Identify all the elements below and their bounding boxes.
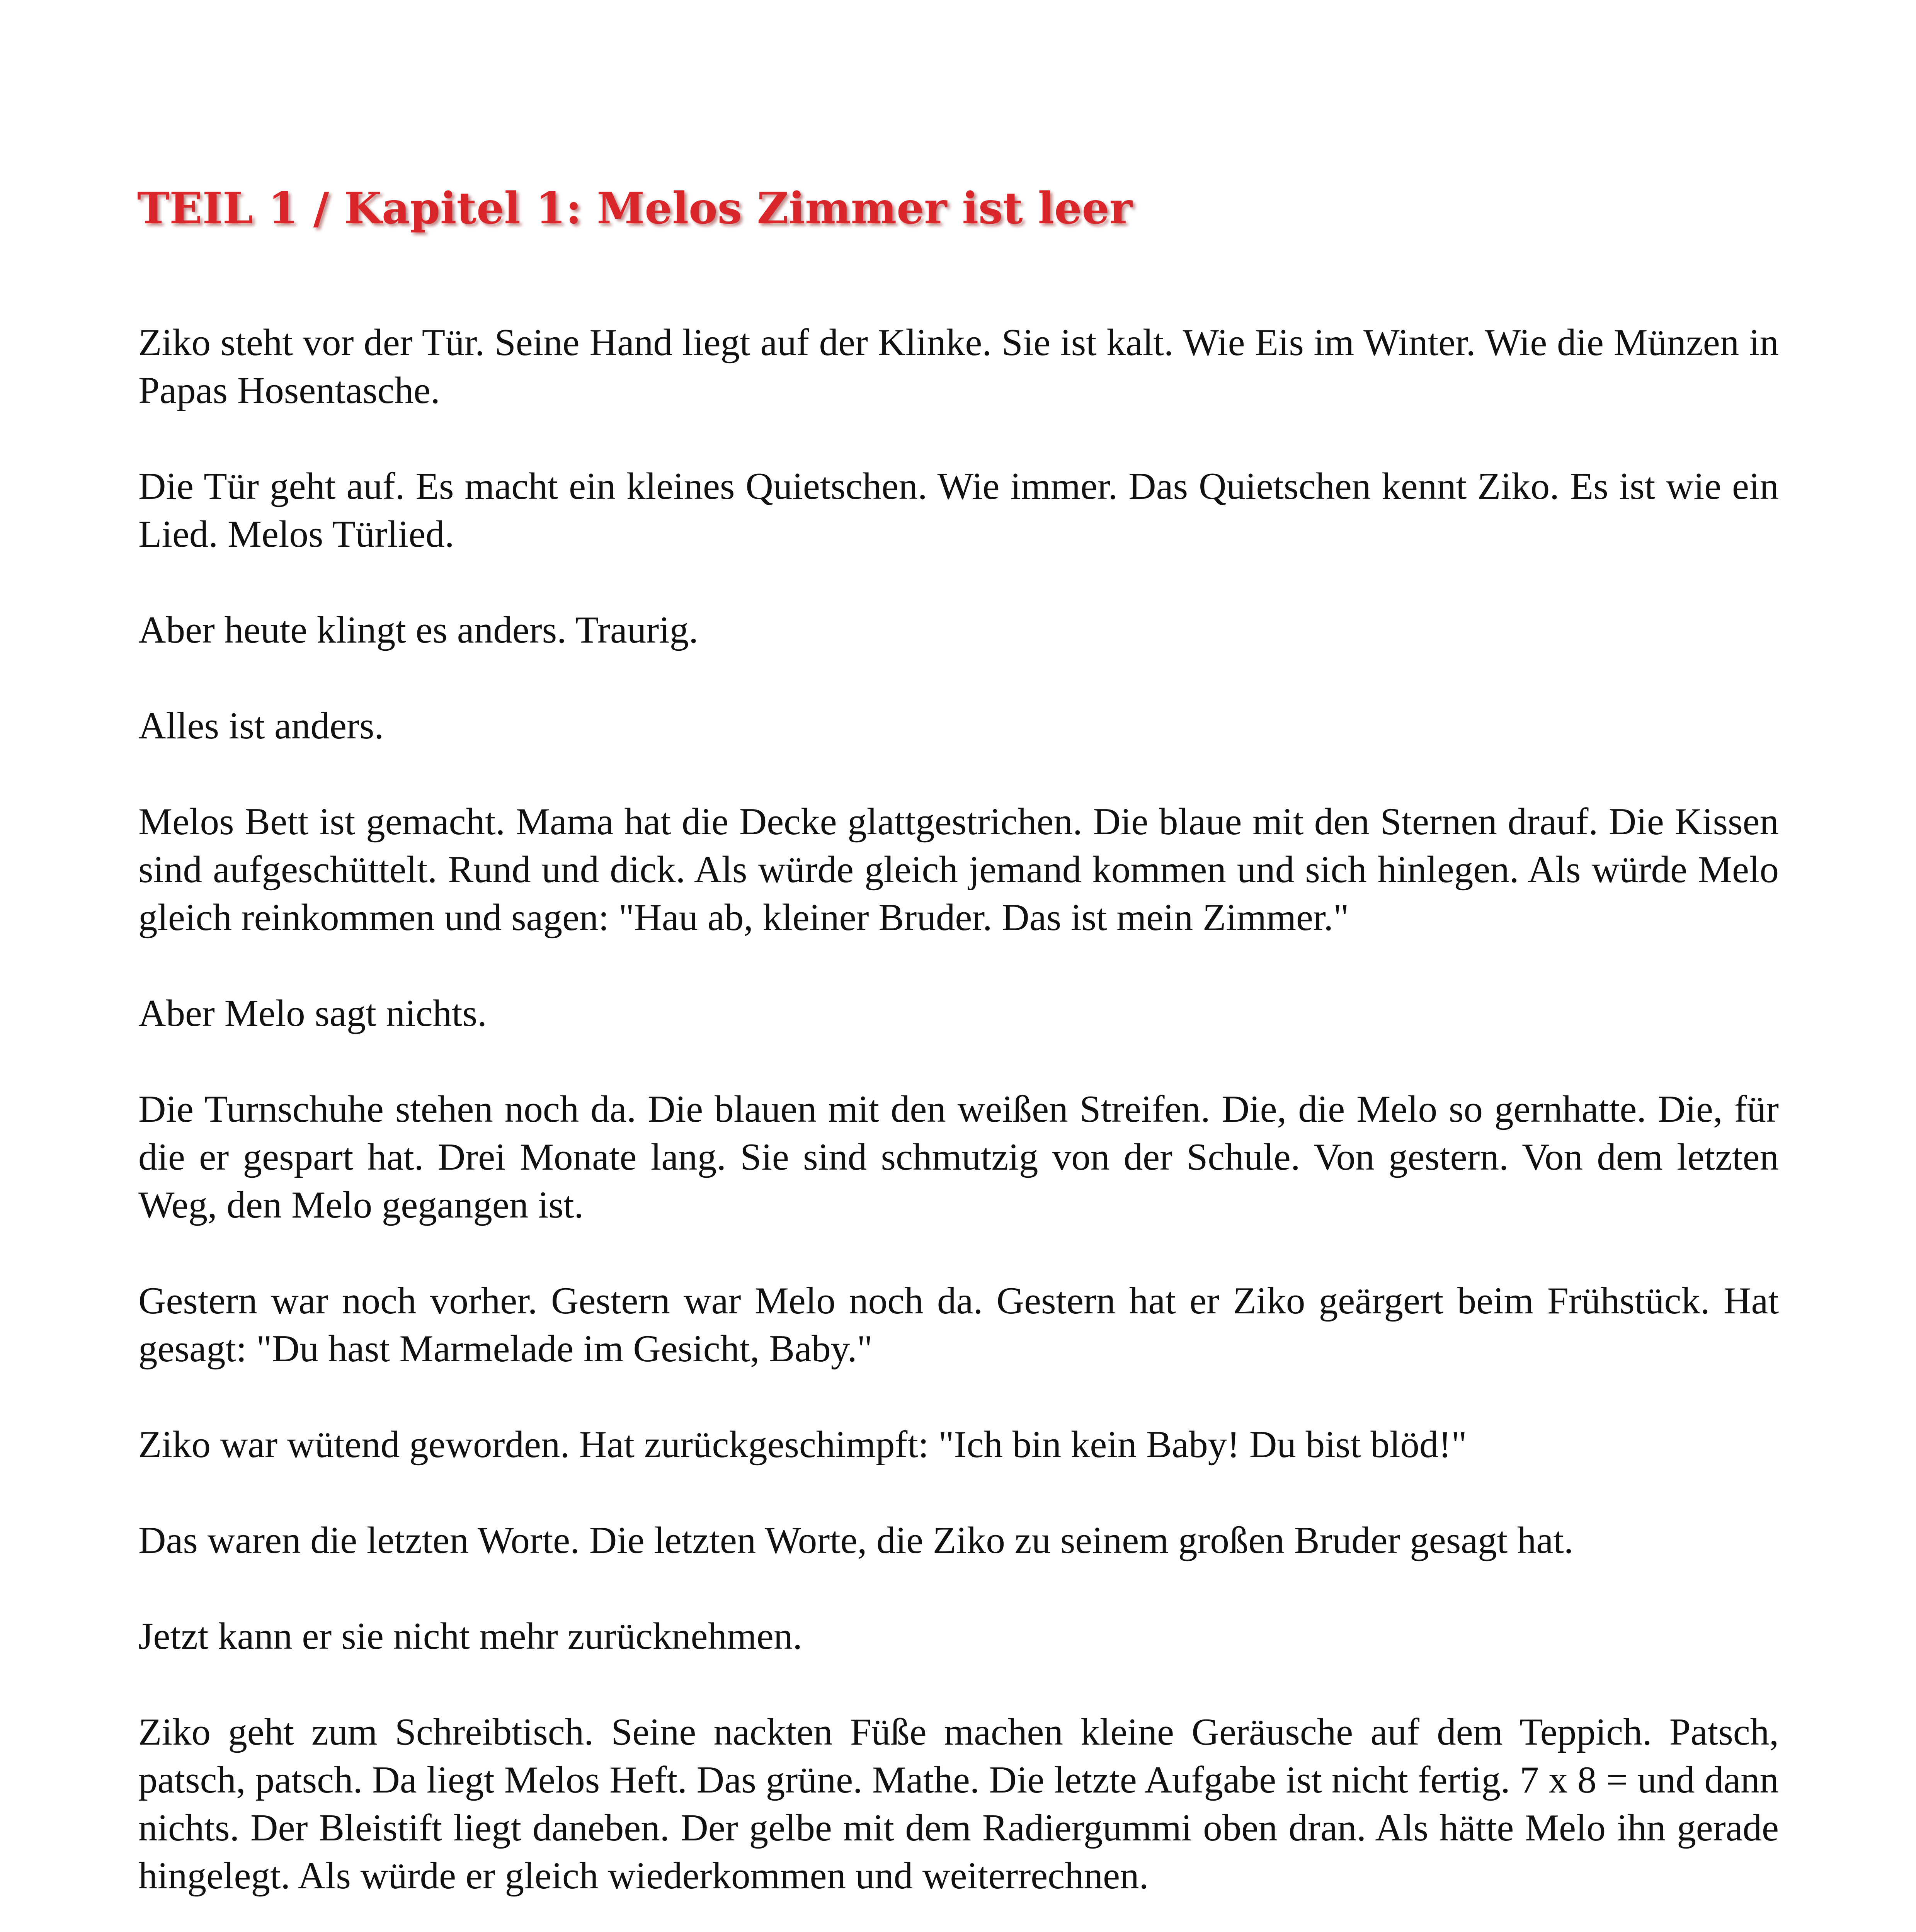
chapter-body: [138, 319, 1779, 1932]
paragraph: Gestern war noch vorher. Gestern war Melo noch da. Gestern hat er Ziko geärgert beim Frühstück. Hat gesagt: "Du hast Marmelade im Gesicht, Baby.": [138, 1280, 1779, 1370]
chapter-title: TEIL 1 / Kapitel 1: Melos Zimmer ist leer: [137, 183, 1132, 234]
paragraph: Die Tür geht auf. Es macht ein kleines Quietschen. Wie immer. Das Quietschen kennt Ziko. Es ist wie ein Lied. Melos Türlied.: [138, 465, 1779, 555]
paragraph: Alles ist anders.: [138, 705, 384, 747]
paragraph: Ziko war wütend geworden. Hat zurückgeschimpft: "Ich bin kein Baby! Du bist blöd!": [138, 1423, 1467, 1466]
paragraph: Die Turnschuhe stehen noch da. Die blauen mit den weißen Streifen. Die, die Melo so gernhatte. Die, für die er gespart hat. Drei Monate lang. Sie sind schmutzig von der Schule. Von gestern. Von dem letzten Weg, den Melo gegangen ist.: [138, 1088, 1779, 1226]
paragraph: Jetzt kann er sie nicht mehr zurücknehmen.: [138, 1615, 803, 1657]
paragraph: Aber heute klingt es anders. Traurig.: [138, 609, 698, 651]
paragraph: Melos Bett ist gemacht. Mama hat die Decke glattgestrichen. Die blaue mit den Sternen drauf. Die Kissen sind aufgeschüttelt. Rund und dick. Als würde gleich jemand kommen und sich hinlegen. Als würde Melo gleich reinkommen und sagen: "Hau ab, kleiner Bruder. Das ist mein Zimmer.": [138, 801, 1779, 939]
paragraph: Aber Melo sagt nichts.: [138, 992, 487, 1034]
paragraph: Ziko steht vor der Tür. Seine Hand liegt auf der Klinke. Sie ist kalt. Wie Eis im Winter. Wie die Münzen in Papas Hosentasche.: [138, 321, 1779, 412]
paragraph: Ziko geht zum Schreibtisch. Seine nackten Füße machen kleine Geräusche auf dem Teppich. Patsch, patsch, patsch. Da liegt Melos Heft. Das grüne. Mathe. Die letzte Aufgabe ist nicht fertig. 7 x 8 = und dann nichts. Der Bleistift liegt daneben. Der gelbe mit dem Radiergummi oben dran. Als hätte Melo ihn gerade hingelegt. Als würde er gleich wiederkommen und weiterrechnen.: [138, 1711, 1779, 1897]
paragraph: Das waren die letzten Worte. Die letzten Worte, die Ziko zu seinem großen Bruder gesagt hat.: [138, 1519, 1574, 1561]
